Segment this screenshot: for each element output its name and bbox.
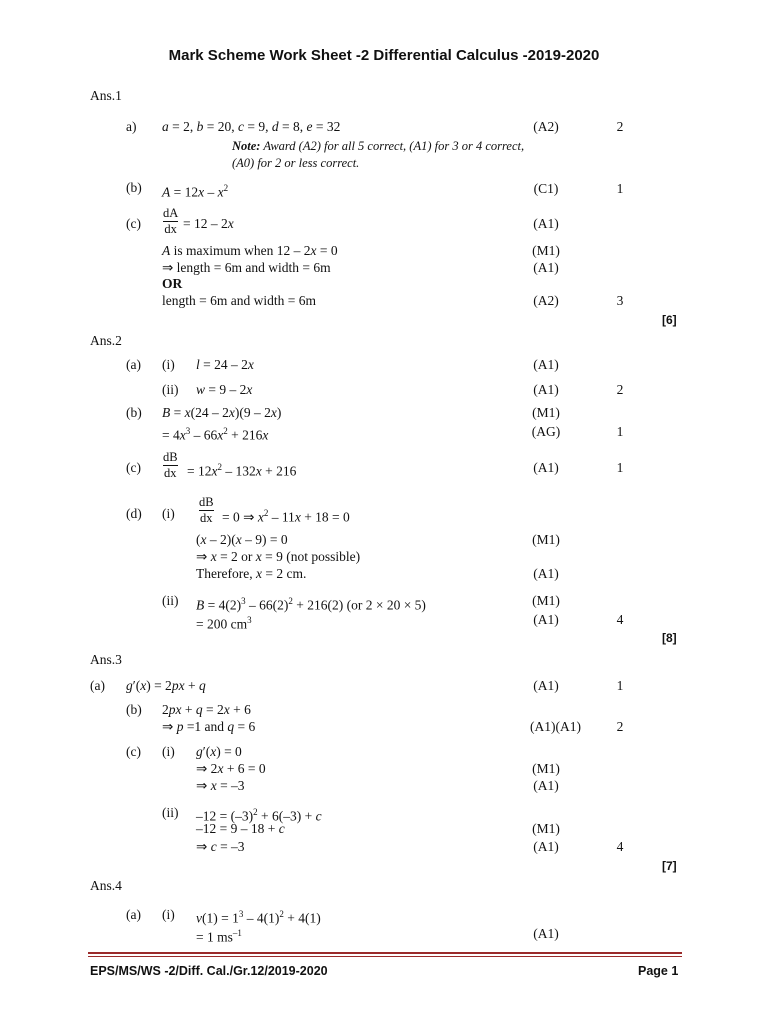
ans3-ci-text2: ⇒ 2x + 6 = 0 — [196, 761, 266, 776]
fraction-numerator: dA — [163, 206, 179, 220]
ans1-c-line4: length = 6m and width = 6m — [162, 293, 316, 308]
ans3-ci-mark2: (M1) — [532, 761, 560, 776]
fraction-denominator: dx — [200, 511, 213, 525]
ans2-di-label: (i) — [162, 506, 175, 521]
ans1-c-text: = 12 – 2x — [183, 216, 234, 231]
ans3-heading: Ans.3 — [90, 652, 122, 667]
ans2-aii-mark: (A1) — [533, 382, 559, 397]
ans1-a-points: 2 — [616, 119, 624, 134]
ans4-ai-text2: = 1 $ms^{-1}$ — [196, 928, 242, 945]
ans2-c-points: 1 — [616, 460, 624, 475]
ans4-ai-mark2: (A1) — [533, 926, 559, 941]
ans1-c-line3-mark: (A1) — [533, 260, 559, 275]
ans3-a-label: (a) — [90, 678, 105, 693]
ans3-a-points: 1 — [616, 678, 624, 693]
ans4-heading: Ans.4 — [90, 878, 122, 893]
ans3-a-text: g′(x) = 2px + q — [126, 678, 206, 693]
ans2-aii-label: (ii) — [162, 382, 179, 397]
ans2-dii-text1: $B = 4(2)^3 - 66(2)^2 + 216(2)$ (or 2 × 20 × 5) — [196, 596, 426, 613]
ans1-c-mark: (A1) — [533, 216, 559, 231]
ans2-c-label: (c) — [126, 460, 141, 475]
ans2-dii-mark1: (M1) — [532, 593, 560, 608]
ans1-b-label: (b) — [126, 180, 142, 195]
ans1-c-line4-points: 3 — [616, 293, 624, 308]
ans3-cii-text1: $-12 = (-3)^2 + 6(-3) + c$ — [196, 807, 322, 824]
ans4-a-label: (a) — [126, 907, 141, 922]
ans2-dii-points: 4 — [616, 612, 624, 627]
ans3-b-points: 2 — [616, 719, 624, 734]
ans2-ai-text: l = 24 – 2x — [196, 357, 254, 372]
ans3-ci-label: (i) — [162, 744, 175, 759]
ans2-di-line3: ⇒ x = 2 or x = 9 (not possible) — [196, 549, 361, 564]
ans3-a-mark: (A1) — [533, 678, 559, 693]
fraction-denominator: dx — [164, 222, 177, 236]
ans1-note-line1 — [232, 138, 524, 154]
ans3-b-text1: 2px + q = 2x + 6 — [162, 702, 251, 717]
footer-reference: EPS/MS/WS -2/Diff. Cal./Gr.12/2019-2020 — [90, 964, 328, 978]
ans2-di-line4-mark: (A1) — [533, 566, 559, 581]
ans3-ci-text1: g′(x) = 0 — [196, 744, 242, 759]
ans2-ai-mark: (A1) — [533, 357, 559, 372]
ans1-a-mark: (A2) — [533, 119, 559, 134]
ans1-c-line3: ⇒ length = 6m and width = 6m — [162, 260, 331, 275]
ans1-a-text: a = 2, b = 20, c = 9, d = 8, e = 32 — [162, 119, 341, 134]
ans3-b-mark2: (A1)(A1) — [530, 719, 581, 734]
ans1-total: [6] — [662, 313, 677, 327]
ans1-b-points: 1 — [616, 181, 624, 196]
page-title: Mark Scheme Work Sheet -2 Differential Calculus -2019-2020 — [168, 47, 600, 64]
ans1-c-line2-mark: (M1) — [532, 243, 560, 258]
ans2-total: [8] — [662, 631, 677, 645]
ans1-b-mark: (C1) — [533, 181, 559, 196]
ans1-or: OR — [162, 276, 183, 291]
ans3-cii-points: 4 — [616, 839, 624, 854]
ans3-cii-mark2: (M1) — [532, 821, 560, 836]
ans3-cii-mark3: (A1) — [533, 839, 559, 854]
ans4-ai-label: (i) — [162, 907, 175, 922]
ans1-note-line2: (A0) for 2 or less correct. — [232, 156, 360, 170]
fraction-numerator: dB — [199, 495, 214, 509]
ans4-ai-text1: $v(1) = 1^3 - 4(1)^2 + 4(1)$ — [196, 909, 321, 926]
note-label: Note: — [232, 139, 261, 153]
ans2-b-points: 1 — [616, 424, 624, 439]
ans2-aii-points: 2 — [616, 382, 624, 397]
ans1-c-line4-mark: (A2) — [533, 293, 559, 308]
ans2-dii-mark2: (A1) — [533, 612, 559, 627]
ans2-aii-text: w = 9 – 2x — [196, 382, 253, 397]
ans2-b-mark2: (AG) — [531, 424, 561, 439]
ans3-cii-text3: ⇒ c = –3 — [196, 839, 245, 854]
ans2-di-line2: (x – 2)(x – 9) = 0 — [196, 532, 288, 547]
ans1-c-line2: A is maximum when 12 – 2x = 0 — [162, 243, 338, 258]
ans2-di-derivative — [199, 496, 214, 525]
ans1-a-label: a) — [126, 119, 137, 134]
ans1-b-text: $A = 12x - x^2$ — [162, 183, 229, 200]
ans1-c-label: (c) — [126, 216, 141, 231]
ans3-ci-mark3: (A1) — [533, 778, 559, 793]
note-text: Award (A2) for all 5 correct, (A1) for 3 or 4 correct, — [260, 139, 525, 153]
ans2-heading: Ans.2 — [90, 333, 122, 348]
ans3-cii-label: (ii) — [162, 805, 179, 820]
ans2-b-text2: = $4x^3 - 66x^2 + 216x$ — [162, 426, 269, 443]
footer-page-number: Page 1 — [638, 964, 679, 978]
ans2-ai-label: (i) — [162, 357, 175, 372]
ans2-dii-text2: = 200 $cm^3$ — [196, 615, 252, 632]
ans2-b-label: (b) — [126, 405, 142, 420]
ans3-b-text2: ⇒ p =1 and q = 6 — [162, 719, 256, 734]
footer-rule-thick — [88, 952, 682, 954]
ans3-ci-text3: ⇒ x = –3 — [196, 778, 245, 793]
ans2-a-label: (a) — [126, 357, 141, 372]
footer-rule-thin — [88, 956, 682, 957]
ans1-heading: Ans.1 — [90, 88, 122, 103]
ans2-d-label: (d) — [126, 506, 142, 521]
ans2-dii-label: (ii) — [162, 593, 179, 608]
ans3-b-label: (b) — [126, 702, 142, 717]
ans2-c-mark: (A1) — [533, 460, 559, 475]
ans2-di-line2-mark: (M1) — [532, 532, 560, 547]
ans2-c-derivative — [163, 451, 178, 480]
ans2-b-mark1: (M1) — [532, 405, 560, 420]
ans3-total: [7] — [662, 859, 677, 873]
ans2-c-text: = $12x^2 - 132x + 216$ — [187, 462, 297, 479]
ans2-di-line4: Therefore, x = 2 cm. — [196, 566, 307, 581]
ans3-cii-text2: –12 = 9 – 18 + c — [196, 821, 285, 836]
fraction-denominator: dx — [164, 466, 177, 480]
ans2-di-text: = 0 ⇒ $x^2 - 11x + 18 = 0$ — [222, 508, 350, 525]
ans1-c-derivative — [163, 207, 178, 236]
fraction-numerator: dB — [163, 450, 178, 464]
ans3-c-label: (c) — [126, 744, 141, 759]
ans2-b-text1: B = x(24 – 2x)(9 – 2x) — [162, 405, 282, 420]
